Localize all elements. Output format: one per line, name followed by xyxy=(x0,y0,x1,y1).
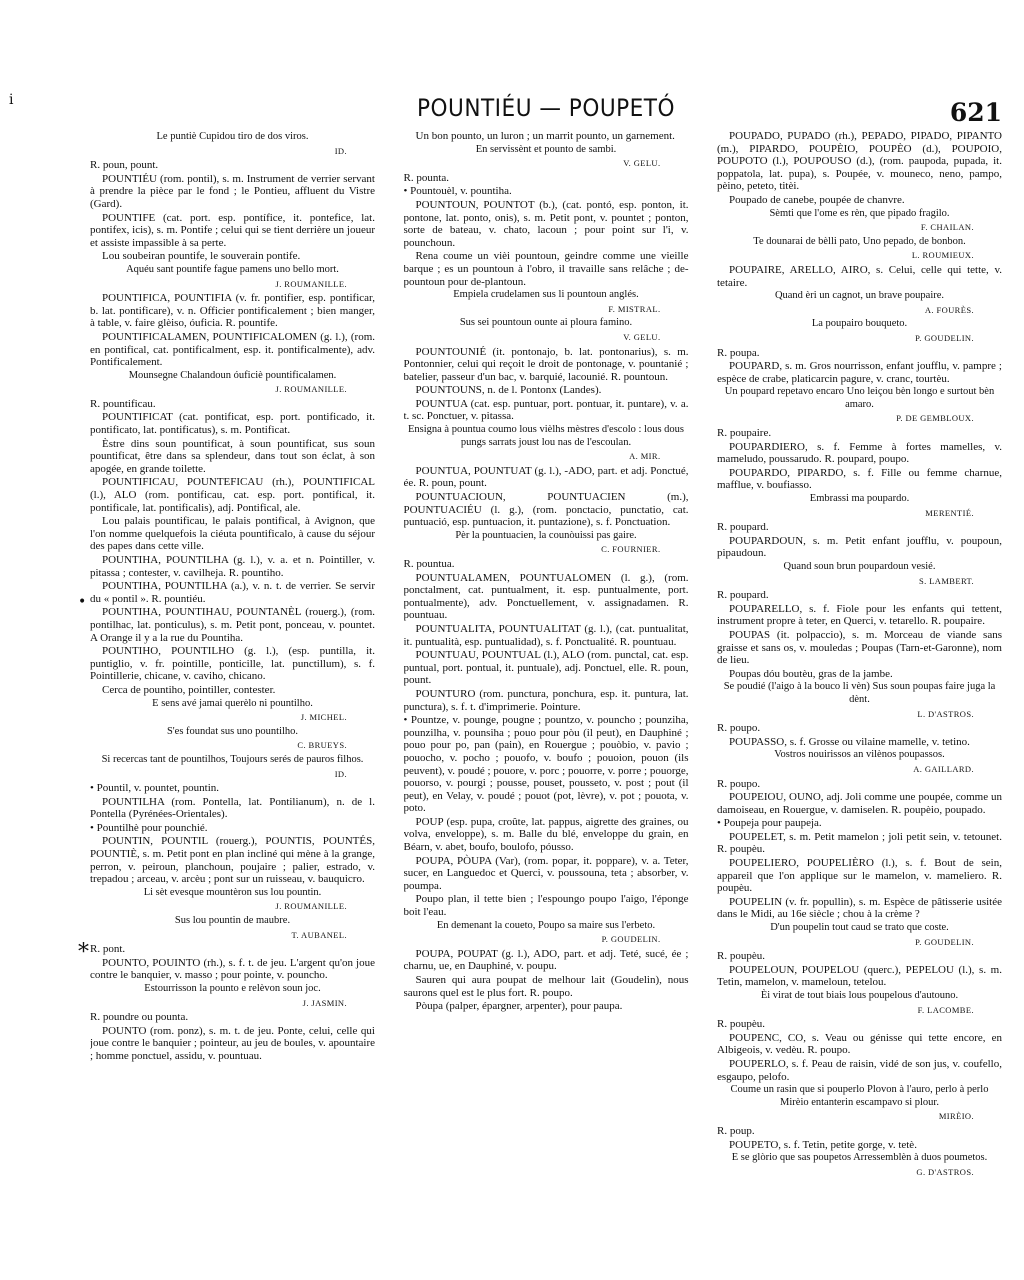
dictionary-entry: POUNTUALAMEN, POUNTUALOMEN (l. g.), (rom. ponctalment, cat. puntualment, it. esp. puntualmente, port. pontualmente), adv. Ponctuellement, v. assignadamen. R. pountuau. xyxy=(403,571,689,622)
quotation: La poupairo bouqueto. xyxy=(811,318,908,330)
dictionary-entry: POUPAS (it. polpaccio), s. m. Morceau de viande sans graisse et sans os, v. mouledas ; Poupas (Tarn-et-Garonne), nom de lieu. xyxy=(717,628,1002,667)
quotation-author: J. JASMIN. xyxy=(302,997,347,1008)
quotation: Te dounarai de bèlli pato, Uno pepado, de bonbon. xyxy=(753,235,966,247)
quotation-author: J. MICHEL. xyxy=(300,712,347,723)
dictionary-entry: POUNTUA, POUNTUAT (g. l.), -ADO, part. et adj. Ponctué, ée. R. poun, pount. xyxy=(403,464,689,490)
page-number: 621 xyxy=(949,98,1002,127)
dictionary-columns xyxy=(90,130,1002,1206)
dictionary-entry: Poupado de canebe, poupée de chanvre. xyxy=(729,193,905,206)
dictionary-entry: POUNTOUN, POUNTOT (b.), (cat. pontó, esp. ponton, it. pontone, lat. ponto, onis), s. m. Petit pont, v. pountet ; ponton, sorte de bateau, v. chato, lacoun ; pour point sur l'i, v. pounchoun. xyxy=(403,198,689,249)
dictionary-entry: POUPADO, PUPADO (rh.), PEPADO, PIPADO, PIPANTO (m.), PIPARDO, POUPÈIO, POUPÈO (d.), POUPOIO, POUPOTO (l.), POUPOUSO (d.), (rom. paupoda, pupada, it. poppatola, lat. pupa), s. Poupée, v. mouneco, neno, pampo, pèino, peteto, titèi. xyxy=(717,130,1002,193)
dictionary-entry: POUPARD, s. m. Gros nourrisson, enfant joufflu, v. pampre ; espèce de crabe, platicarcin pagure, v. cranc, tourtèu. xyxy=(717,360,1002,385)
quotation-author: J. ROUMANILLE. xyxy=(275,384,347,395)
dictionary-entry: Poupas dóu boutèu, gras de la jambe. xyxy=(729,667,893,680)
column-middle xyxy=(404,130,689,1206)
root-reference: R. poupard. xyxy=(717,521,769,534)
dictionary-entry: Poupo plan, il tette bien ; l'espoungo poupo l'aigo, l'éponge boit l'eau. xyxy=(403,893,689,919)
dictionary-entry: POUNTIFICALAMEN, POUNTIFICALOMEN (g. l.), (rom. en pontifical, cat. pontificalment, esp. it. pontificalmente), adv. Pontificalement. xyxy=(90,330,375,369)
root-reference: R. pountificau. xyxy=(90,397,156,410)
dictionary-entry: POUPARDIERO, s. f. Femme à fortes mamelles, v. mameludo, poussarudo. R. poupard, poupo. xyxy=(717,440,1002,466)
dictionary-entry: POUPARELLO, s. f. Fiole pour les enfants qui tettent, instrument propre à teter, en Querci, v. tetarello. R. poupaire. xyxy=(717,602,1002,628)
dictionary-entry: POUPEIOU, OUNO, adj. Joli comme une poupée, comme un damoiseau, en Rouergue, v. damiselen. R. poupèio, poupado. xyxy=(717,791,1002,816)
dictionary-entry: POUP (esp. pupa, croûte, lat. pappus, aigrette des graines, ou volva, enveloppe), s. m. Balle du blé, enveloppe du grain, en Béarn, v. abet, boufo, boulofo, póusso. xyxy=(403,815,689,854)
quotation: Sus lou pountin de maubre. xyxy=(174,915,291,927)
quotation-author: F. CHAILAN. xyxy=(920,222,974,233)
dictionary-entry: POUNTIÉU (rom. pontil), s. m. Instrument de verrier servant à prendre la pièce par le fond ; le Pontieu, affluent du Vistre (Gard). xyxy=(90,172,375,210)
dictionary-entry: Èstre dins soun pountificat, à soun pountificat, sus soun pountificat, être dans sa splendeur, dans tout son éclat, à son apogée, en grande toilette. xyxy=(90,437,375,475)
quotation: Sus sei pountoun ounte ai ploura famino. xyxy=(459,317,633,329)
cross-reference-bullet: • Pountil, v. pountet, pountin. xyxy=(90,782,220,795)
quotation-author: ID. xyxy=(334,768,347,779)
quotation: Si recercas tant de pountilhos, Toujours serés de pauros filhos. xyxy=(101,753,364,765)
dictionary-entry: POUNTIFICA, POUNTIFIA (v. fr. pontifier, esp. pontificar, b. lat. pontificare), v. n. Officier pontificalement ; bien manger, à table, v. faire glèiso, óuficia. R. pountife. xyxy=(90,292,375,330)
margin-mark-dot: • xyxy=(78,594,87,610)
column-left xyxy=(90,130,375,1206)
dictionary-entry: POUPELOUN, POUPELOU (querc.), PEPELOU (l.), s. m. Tetin, mamelon, v. mameloun, tetelou. xyxy=(717,963,1002,989)
dictionary-entry: POUNTILHA (rom. Pontella, lat. Pontilianum), n. de l. Pontella (Pyrénées-Orientales). xyxy=(90,795,375,821)
root-reference: R. poun, pount. xyxy=(90,159,159,172)
dictionary-entry: POUPELIERO, POUPELIÈRO (l.), s. f. Bout de sein, appareil que l'on applique sur le mamelon, v. mameliero. R. poupèu. xyxy=(717,857,1002,895)
dictionary-entry: POUPARDOUN, s. m. Petit enfant joufflu, v. poupoun, pipaudoun. xyxy=(717,534,1002,560)
quotation: Aquéu sant pountife fague pamens uno bello mort. xyxy=(126,263,339,275)
dictionary-entry: POUNTOUNIÉ (it. pontonajo, b. lat. pontonarius), s. m. Pontonnier, celui qui reçoit le droit de pontonage, v. pountanié ; batelier, passeur d'un bac, v. barquié, lacounié. R. pountoun. xyxy=(403,345,689,383)
dictionary-entry: POUNTUACIOUN, POUNTUACIEN (m.), POUNTUACIÉU (l. g.), (rom. ponctacio, punctatio, cat. puntuació, esp. puntuacion, it. puntazione), s. f. Ponctuation. xyxy=(403,491,689,529)
quotation: Se poudié (l'aigo à la bouco li vèn) Sus soun poupas faire juga la dènt. xyxy=(723,681,996,705)
quotation: Èi virat de tout biais lous poupelous d'autouno. xyxy=(760,990,959,1001)
dictionary-entry: POUPASSO, s. f. Grosse ou vilaine mamelle, v. tetino. xyxy=(729,735,970,748)
dictionary-entry: POUNTO (rom. ponz), s. m. t. de jeu. Ponte, celui, celle qui joue contre le banquier ; pointeur, au jeu de boules, v. apountaire ; homme ponctuel, assidu, v. pountuau. xyxy=(90,1024,375,1062)
quotation-author: MIRÈIO. xyxy=(938,1111,974,1122)
root-reference: R. pountua. xyxy=(403,558,455,570)
dictionary-entry: Cerca de pountiho, pointiller, contester. xyxy=(102,683,276,696)
dictionary-entry: Lou soubeiran pountife, le souverain pontife. xyxy=(102,250,301,263)
quotation: Ensigna à pountua coumo lous vièlhs mèstres d'escolo : lous dous pungs sarrats joust lou nas de l'escoulan. xyxy=(407,424,685,448)
root-reference: R. poupo. xyxy=(717,777,761,790)
quotation-author: P. GOUDELIN. xyxy=(915,332,974,343)
quotation-author: L. ROUMIEUX. xyxy=(911,250,974,261)
quotation: Un poupard repetavo encaro Uno leiçou bèn longo e surtout bèn amaro. xyxy=(724,386,995,410)
root-reference: R. poundre ou pounta. xyxy=(90,1011,189,1024)
root-reference: R. pont. xyxy=(90,943,126,956)
quotation: Estourrisson la pounto e relèvon soun joc. xyxy=(144,983,321,994)
root-reference: R. poupa. xyxy=(717,346,760,359)
quotation: En demenant la coueto, Poupo sa maire sus l'erbeto. xyxy=(436,919,656,931)
margin-mark-i: i xyxy=(9,92,14,108)
dictionary-entry: POUNTIN, POUNTIL (rouerg.), POUNTIS, POUNTÉS, POUNTIÈ, s. m. Petit pont en plan incliné qui mène à la grange, perron, v. peiroun, planchoun, poujaire ; palier, estrado, v. trepadou ; arceau, v. arcèu ; pont sur un ruisseau, v. bauquicro. xyxy=(90,835,375,886)
quotation-author: G. D'ASTROS. xyxy=(916,1166,974,1177)
quotation-author: C. BRUEYS. xyxy=(297,740,347,751)
dictionary-entry: POUNTO, POUINTO (rh.), s. f. t. de jeu. L'argent qu'on joue contre le banquier, v. masso ; pour pointe, v. pouncho. xyxy=(90,956,375,982)
quotation-author: A. FOURÈS. xyxy=(924,304,974,315)
column-right xyxy=(717,130,1002,1206)
margin-mark-star: * xyxy=(78,940,89,965)
dictionary-entry: POUPENC, CO, s. Veau ou génisse qui tette encore, en Albigeois, v. vedèu. R. poupo. xyxy=(717,1031,1002,1057)
page-header xyxy=(90,94,1002,134)
dictionary-entry: POUPERLO, s. f. Peau de raisin, vidé de son jus, v. coufello, esgaupo, pelofo. xyxy=(717,1057,1002,1083)
quotation-author: P. GOUDELIN. xyxy=(915,936,974,947)
dictionary-entry: POUPA, POUPAT (g. l.), ADO, part. et adj. Teté, sucé, ée ; charnu, ue, en Dauphiné, v. poupu. xyxy=(403,947,689,973)
root-reference: R. poupèu. xyxy=(717,1018,765,1031)
quotation: Pèr la pountuacien, la counòuissi pas gaire. xyxy=(455,529,637,541)
cross-reference-bullet: • Pountouèl, v. pountiha. xyxy=(403,185,512,198)
quotation-author: J. ROUMANILLE. xyxy=(275,278,347,289)
dictionary-entry: Pòupa (palper, épargner, arpenter), pour paupa. xyxy=(415,1000,623,1013)
dictionary-entry: POUPARDO, PIPARDO, s. f. Fille ou femme charnue, mafflue, v. boufiasso. xyxy=(717,466,1002,492)
cross-reference-bullet: • Pountilhè pour pounchié. xyxy=(90,821,208,834)
quotation-author: F. MISTRAL. xyxy=(608,303,661,314)
dictionary-entry: POUPELIN (v. fr. popullin), s. m. Espèce de pâtisserie usitée dans le Midi, au 16e siècle ; chou à la crème ? xyxy=(717,895,1002,921)
cross-reference-bullet: • Poupeja pour paupeja. xyxy=(717,817,822,830)
quotation-author: T. AUBANEL. xyxy=(291,929,347,940)
dictionary-entry: POUPELET, s. m. Petit mamelon ; joli petit sein, v. tetounet. R. poupèu. xyxy=(717,830,1002,856)
quotation-author: F. LACOMBE. xyxy=(917,1004,974,1015)
quotation: S'es foundat sus uno pountilho. xyxy=(166,725,299,737)
dictionary-entry: POUPAIRE, ARELLO, AIRO, s. Celui, celle qui tette, v. tetaire. xyxy=(717,263,1002,289)
quotation-author: V. GELU. xyxy=(623,331,661,342)
quotation: Le puntiè Cupidou tiro de dos viros. xyxy=(156,131,309,142)
quotation-author: S. LAMBERT. xyxy=(919,575,974,586)
quotation-author: MERENTIÉ. xyxy=(925,507,974,518)
dictionary-entry: Lou palais pountificau, le palais pontifical, à Avignon, que l'on nomme quelquefois la ciéuta pountificalo, à cause du séjour des papes dans cette ville. xyxy=(90,515,375,553)
dictionary-entry: POUNTIFE (cat. port. esp. pontífice, it. pontefice, lat. pontifex, icis), s. m. Pontife ; celui qui se tient derrière un joueur et assiste impassible à sa perte. xyxy=(90,211,375,249)
root-reference: R. poupèu. xyxy=(717,950,765,963)
root-reference: R. pounta. xyxy=(403,171,450,184)
quotation-author: A. MIR. xyxy=(629,451,661,462)
dictionary-entry: POUNTIHA, POUNTIHAU, POUNTANÈL (rouerg.), (rom. pontilhac, lat. ponticulus), s. m. Petit pont, ponceau, v. pountet. A Orange il y a la rue du Pountiha. xyxy=(90,606,375,644)
quotation-author: ID. xyxy=(334,145,347,156)
dictionary-entry: POUNTUAU, POUNTUAL (l.), ALO (rom. punctal, cat. esp. puntual, port. pontual, it. puntuale), adj. Ponctuel, elle. R. poun, pount. xyxy=(403,649,689,687)
dictionary-entry: Rena coume un vièi pountoun, geindre comme une vieille barque ; es un pountoun à l'obro, il travaille sans relâche ; de-pountoun pour de-plantoun. xyxy=(403,250,689,288)
quotation: E se glòrio que sas poupetos Arressemblèn à duos poumetos. xyxy=(731,1152,988,1164)
quotation-author: A. GAILLARD. xyxy=(913,763,974,774)
quotation: E sens avé jamai querèlo ni pountilho. xyxy=(152,697,313,709)
quotation: Mounsegne Chalandoun óuficiè pountificalamen. xyxy=(128,369,337,381)
quotation: En servissènt et pounto de sambi. xyxy=(475,143,617,155)
quotation: Vostros nouirissos an vilènos poupassos. xyxy=(774,749,945,761)
root-reference: R. poupard. xyxy=(717,589,769,602)
dictionary-entry: POUNTUA (cat. esp. puntuar, port. pontuar, it. puntare), v. a. t. sc. Ponctuer, v. pitassa. xyxy=(403,397,689,423)
dictionary-entry: POUNTIHA, POUNTILHA (g. l.), v. a. et n. Pointiller, v. pitassa ; contester, v. cavilheja. R. pountiho. xyxy=(90,554,375,579)
quotation: Quand èri un cagnot, un brave poupaire. xyxy=(774,290,945,302)
dictionary-entry: POUNTIFICAU, POUNTEFICAU (rh.), POUNTIFICAL (l.), ALO (rom. pontificau, cat. esp. port. pontifical, it. pontificale, lat. pontificalis), adj. Pontifical, ale. xyxy=(90,476,375,514)
dictionary-entry: POUNTIHO, POUNTILHO (g. l.), (esp. puntilla, it. puntiglio, v. fr. pointille, ponticille, lat. punctillum), s. f. Pointillerie, chicane, v. caviho, chicano. xyxy=(90,645,375,683)
quotation: Li sèt evesque mountèron sus lou pountin. xyxy=(143,886,322,898)
dictionary-entry: POUNTUALITA, POUNTUALITAT (g. l.), (cat. puntualitat, it. puntualità, esp. puntualidad), s. f. Ponctualité. R. pountuau. xyxy=(403,622,689,648)
cross-reference-bullet: • Pountze, v. pounge, pougne ; pountzo, v. pouncho ; pounziha, pounzilha, v. pounsiha ; pouo pour pòu (il peut), en Dauphiné ; pouo pour po, pan (pain), en Rouergue ; pouòbio, v. pavio ; pouocho, v. pocho ; pouofo, v. boufo ; pouoion, pouon (ils peuvent), v. poudé ; pouore, v. porc ; pouorre, v. porre ; pouorge, pouorso, v. pourgi ; pousse, pouset, pousseto, v. post ; pout (il peut), en Velay, v. poudé ; pouot (pot, lèvre), v. pot ; pouota, v. poto. xyxy=(403,714,689,815)
quotation: D'un poupelin tout caud se trato que coste. xyxy=(770,922,949,934)
quotation: Coume un rasin que si pouperlo Plovon à l'auro, perlo à perlo Mirèio entanterin escampavo si plour. xyxy=(730,1084,989,1108)
dictionary-entry: Un bon pounto, un luron ; un marrit pounto, un garnement. xyxy=(415,130,675,142)
root-reference: R. poupo. xyxy=(717,722,761,735)
quotation: Empiela crudelamen sus li pountoun anglés. xyxy=(453,289,639,301)
quotation-author: J. ROUMANILLE. xyxy=(275,901,347,912)
dictionary-entry: POUNTURO (rom. punctura, ponchura, esp. it. puntura, lat. punctura), s. f. t. d'imprimerie. Pointure. xyxy=(403,687,689,713)
quotation-author: L. D'ASTROS. xyxy=(917,708,974,719)
quotation-author: V. GELU. xyxy=(623,158,661,169)
running-title: POUNTIÉU — POUPETÓ xyxy=(417,94,675,122)
quotation: Quand soun brun poupardoun vesié. xyxy=(783,561,936,572)
quotation-author: P. GOUDELIN. xyxy=(601,934,661,945)
dictionary-entry: POUNTIFICAT (cat. pontificat, esp. port. pontificado, it. pontificato, lat. pontificatus), s. m. Pontificat. xyxy=(90,411,375,437)
dictionary-entry: Sauren qui aura poupat de melhour lait (Goudelin), nous saurons quel est le plus fort. R. poupo. xyxy=(403,974,689,999)
root-reference: R. poupaire. xyxy=(717,427,772,440)
dictionary-entry: POUPA, PÒUPA (Var), (rom. popar, it. poppare), v. a. Teter, sucer, en Languedoc et Querci, v. poussouna, teta ; absorber, v. poumpa. xyxy=(403,854,689,892)
root-reference: R. poup. xyxy=(717,1124,755,1137)
quotation: Sèmti que l'ome es rèn, que pipado fragilo. xyxy=(769,207,950,219)
dictionary-entry: POUNTOUNS, n. de l. Pontonx (Landes). xyxy=(415,384,602,397)
quotation: Embrassi ma poupardo. xyxy=(809,493,910,505)
quotation-author: C. FOURNIER. xyxy=(601,544,661,555)
dictionary-entry: POUPETO, s. f. Tetin, petite gorge, v. tetè. xyxy=(729,1138,917,1151)
quotation-author: P. DE GEMBLOUX. xyxy=(896,413,974,424)
dictionary-entry: POUNTIHA, POUNTILHA (a.), v. n. t. de verrier. Se servir du « pontil ». R. pountiéu. xyxy=(90,580,375,605)
